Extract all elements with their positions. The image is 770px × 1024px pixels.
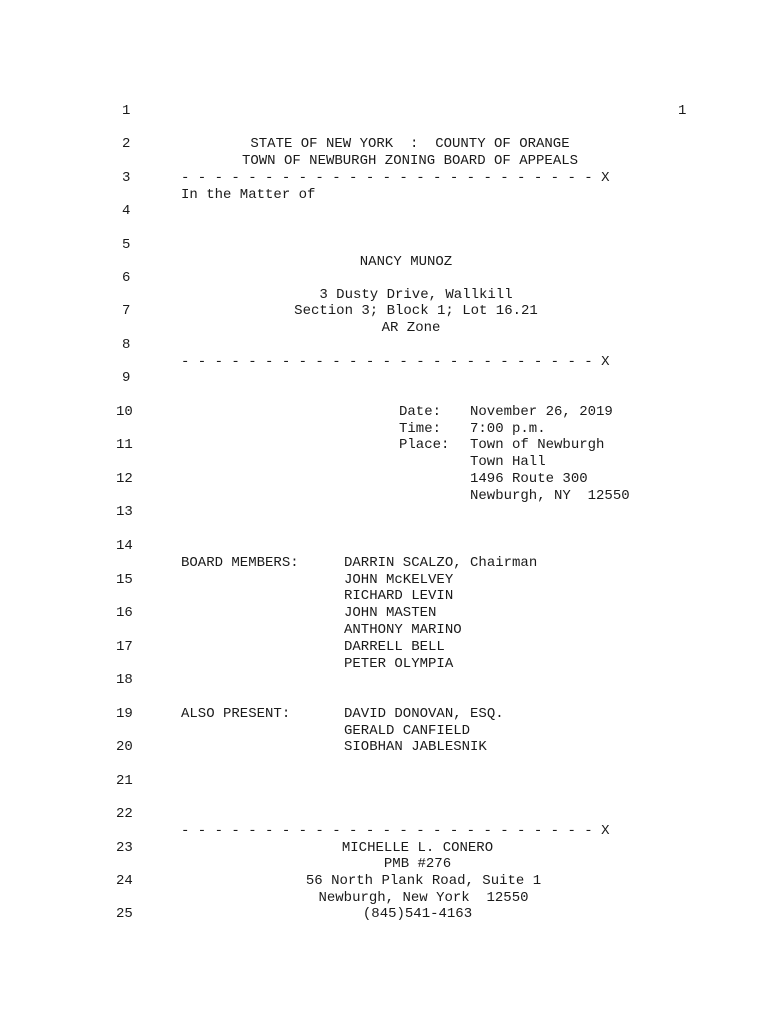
reporter-street: 56 North Plank Road, Suite 1 (305, 873, 542, 889)
place-line: 1496 Route 300 (470, 471, 588, 487)
place-line: Town Hall (470, 454, 546, 470)
line-number: 22 (116, 806, 133, 822)
caption-separator-bottom: - - - - - - - - - - - - - - - - - - - - - - - - - X (181, 354, 610, 370)
line-number: 3 (122, 170, 131, 186)
line-number: 6 (122, 270, 131, 286)
line-number: 14 (116, 538, 133, 554)
line-number: 20 (116, 739, 133, 755)
page-number: 1 (678, 103, 687, 119)
board-member: DARRIN SCALZO, Chairman (344, 555, 538, 571)
caption-state-county: STATE OF NEW YORK : COUNTY OF ORANGE (250, 136, 570, 152)
reporter-separator: - - - - - - - - - - - - - - - - - - - - - - - - - X (181, 823, 610, 839)
board-member: DARRELL BELL (344, 639, 445, 655)
line-number: 25 (116, 906, 133, 922)
present-person: SIOBHAN JABLESNIK (344, 739, 487, 755)
line-number: 16 (116, 605, 133, 621)
line-number: 1 (122, 103, 131, 119)
date-value: November 26, 2019 (470, 404, 613, 420)
zone: AR Zone (381, 320, 441, 336)
reporter-name: MICHELLE L. CONERO (341, 840, 494, 856)
time-value: 7:00 p.m. (470, 421, 546, 437)
board-member: ANTHONY MARINO (344, 622, 462, 638)
line-number: 18 (116, 672, 133, 688)
place-line: Town of Newburgh (470, 437, 605, 453)
reporter-city: Newburgh, New York 12550 (318, 890, 529, 906)
line-number: 12 (116, 471, 133, 487)
line-number: 15 (116, 572, 133, 588)
line-number: 10 (116, 404, 133, 420)
line-number: 5 (122, 237, 131, 253)
caption-separator-top: - - - - - - - - - - - - - - - - - - - - - - - - - X (181, 170, 610, 186)
board-member: JOHN MASTEN (344, 605, 437, 621)
present-person: DAVID DONOVAN, ESQ. (344, 706, 504, 722)
present-person: GERALD CANFIELD (344, 723, 471, 739)
line-number: 19 (116, 706, 133, 722)
line-number: 11 (116, 437, 133, 453)
line-number: 23 (116, 840, 133, 856)
place-label: Place: (399, 437, 450, 453)
time-label: Time: (399, 421, 442, 437)
property-address: 3 Dusty Drive, Wallkill (319, 287, 513, 303)
board-member: JOHN McKELVEY (344, 572, 454, 588)
board-members-label: BOARD MEMBERS: (181, 555, 299, 571)
reporter-phone: (845)541-4163 (362, 906, 473, 922)
line-number: 24 (116, 873, 133, 889)
line-number: 21 (116, 773, 133, 789)
line-number: 17 (116, 639, 133, 655)
section-block-lot: Section 3; Block 1; Lot 16.21 (294, 303, 538, 319)
applicant-name: NANCY MUNOZ (359, 254, 453, 270)
reporter-pmb: PMB #276 (383, 856, 452, 872)
line-number: 4 (122, 203, 131, 219)
line-number: 2 (122, 136, 131, 152)
line-number: 13 (116, 504, 133, 520)
date-label: Date: (399, 404, 442, 420)
also-present-label: ALSO PRESENT: (181, 706, 291, 722)
board-member: RICHARD LEVIN (344, 588, 454, 604)
place-line: Newburgh, NY 12550 (470, 488, 630, 504)
caption-matter: In the Matter of (181, 187, 316, 203)
board-member: PETER OLYMPIA (344, 656, 454, 672)
line-number: 7 (122, 303, 131, 319)
caption-board: TOWN OF NEWBURGH ZONING BOARD OF APPEALS (241, 153, 579, 169)
line-number: 8 (122, 337, 131, 353)
line-number: 9 (122, 370, 131, 386)
